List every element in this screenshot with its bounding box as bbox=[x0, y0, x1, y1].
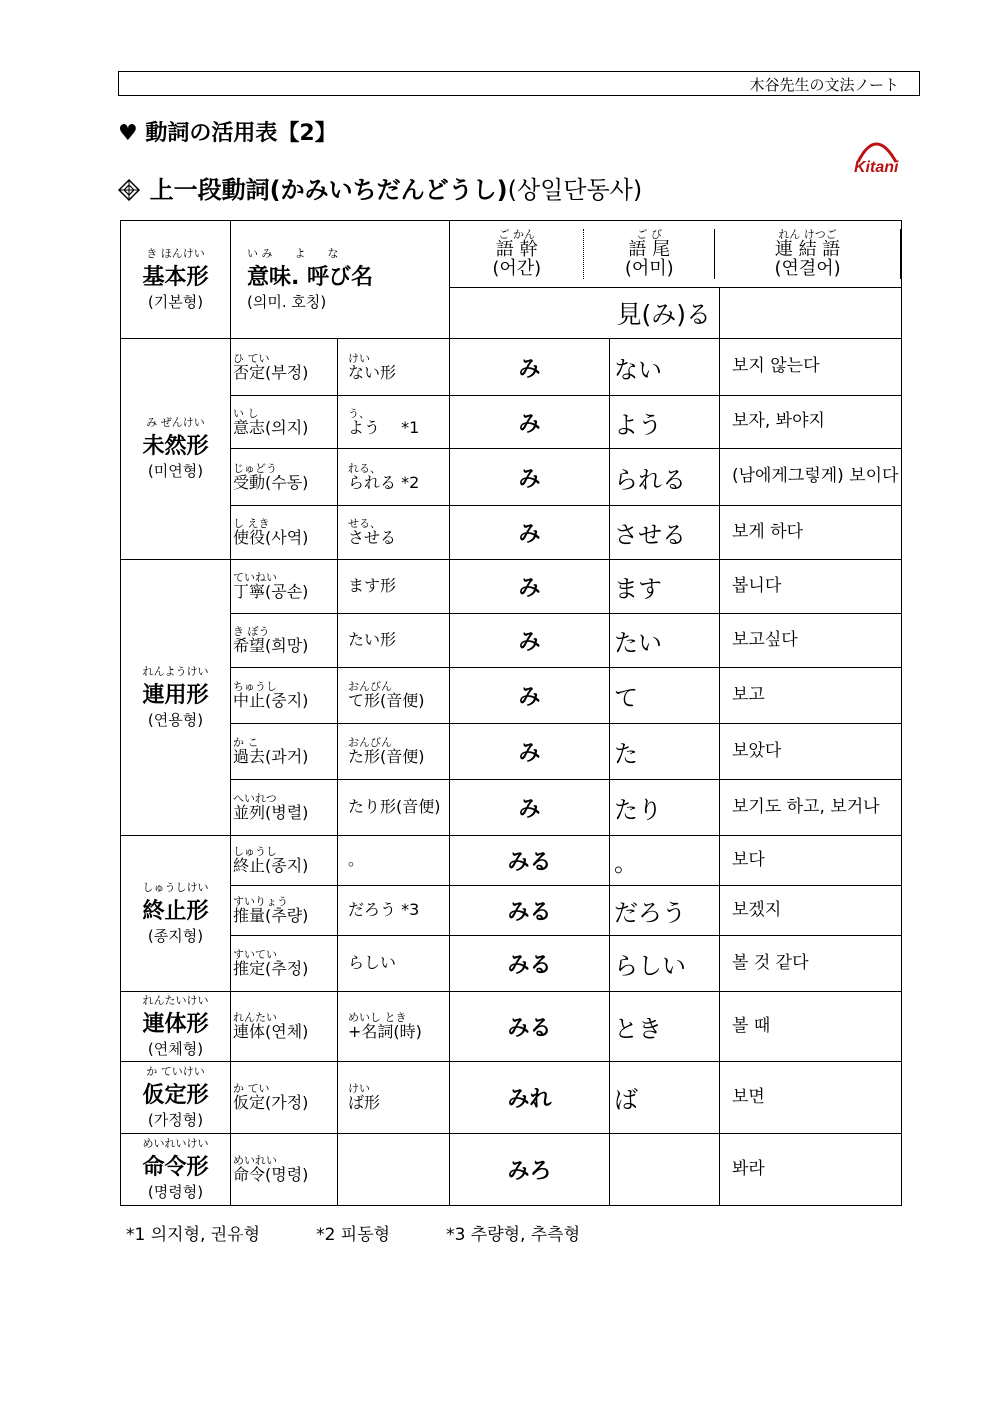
header-ending-kr: (어미) bbox=[624, 258, 674, 279]
header-stem bbox=[450, 229, 584, 279]
korean-meaning-cell: 보다 bbox=[720, 836, 902, 886]
form-name: 仮定形 bbox=[142, 1082, 209, 1108]
korean-meaning-cell: 보자, 봐야지 bbox=[720, 396, 902, 449]
usage-label: 推定(추정) bbox=[233, 959, 309, 979]
table-row bbox=[121, 449, 902, 506]
suffix-cell bbox=[338, 724, 450, 780]
form-name-cell bbox=[121, 560, 231, 836]
form-name-cell bbox=[121, 1062, 231, 1134]
korean-meaning-cell: 보지 않는다 bbox=[720, 339, 902, 396]
suffix-cell bbox=[338, 886, 450, 936]
korean-meaning-cell: 보고 bbox=[720, 668, 902, 724]
footnote-2: *2 피동형 bbox=[316, 1225, 391, 1245]
korean-meaning-cell: 보기도 하고, 보거나 bbox=[720, 780, 902, 836]
ending-cell: らしい bbox=[610, 936, 720, 992]
form-furigana: み ぜんけい bbox=[146, 416, 205, 429]
usage-label: 命令(명령) bbox=[233, 1165, 309, 1185]
ending-cell: たい bbox=[610, 614, 720, 668]
header-ending bbox=[584, 229, 715, 279]
table-row bbox=[121, 724, 902, 780]
korean-meaning-cell: 보겠지 bbox=[720, 886, 902, 936]
suffix-furigana: おんびん bbox=[348, 680, 392, 694]
usage-furigana: めいれい bbox=[233, 1154, 277, 1168]
form-name: 未然形 bbox=[142, 434, 209, 459]
header-meaning-kr: (의미. 호칭) bbox=[247, 292, 327, 311]
header-blank bbox=[720, 288, 902, 339]
form-name: 連体形 bbox=[142, 1011, 209, 1037]
header-box bbox=[118, 71, 920, 96]
usage-cell bbox=[231, 339, 338, 396]
ending-cell: られる bbox=[610, 449, 720, 506]
suffix-furigana: けい bbox=[348, 351, 370, 365]
usage-cell bbox=[231, 614, 338, 668]
usage-cell bbox=[231, 992, 338, 1062]
table-row bbox=[121, 560, 902, 614]
stem-cell: み bbox=[450, 560, 610, 614]
korean-meaning-cell: 보았다 bbox=[720, 724, 902, 780]
header-connective-furigana: れん けつご bbox=[778, 229, 837, 242]
suffix-label: ない形 bbox=[348, 362, 397, 382]
korean-meaning-cell: 보게 하다 bbox=[720, 506, 902, 560]
stem-cell: みる bbox=[450, 886, 610, 936]
stem-cell: み bbox=[450, 396, 610, 449]
table-row bbox=[121, 1062, 902, 1134]
conjugation-table bbox=[120, 220, 902, 1206]
header-connective-label: 連 結 語 bbox=[774, 239, 841, 261]
header-meaning-furigana: い み よ な bbox=[247, 246, 339, 260]
suffix-furigana: う、 bbox=[348, 406, 370, 420]
ending-cell: て bbox=[610, 668, 720, 724]
suffix-cell bbox=[338, 1062, 450, 1134]
usage-furigana: じゅどう bbox=[233, 461, 277, 475]
form-furigana: しゅうしけい bbox=[142, 880, 209, 894]
suffix-furigana: けい bbox=[348, 1082, 370, 1096]
ending-cell: だろう bbox=[610, 886, 720, 936]
form-name-cell bbox=[121, 339, 231, 560]
suffix-furigana: せる、 bbox=[348, 517, 381, 531]
suffix-furigana: めいし とき bbox=[348, 1011, 407, 1025]
ending-cell: よう bbox=[610, 396, 720, 449]
usage-furigana: へいれつ bbox=[233, 792, 277, 806]
header-basic bbox=[121, 221, 231, 339]
usage-cell bbox=[231, 936, 338, 992]
suffix-cell bbox=[338, 506, 450, 560]
usage-furigana: ていねい bbox=[233, 571, 277, 585]
usage-furigana: き ぼう bbox=[233, 625, 270, 639]
header-connective bbox=[715, 229, 901, 279]
table-row bbox=[121, 992, 902, 1062]
usage-cell bbox=[231, 668, 338, 724]
header-connective-kr: (연결어) bbox=[774, 258, 841, 279]
usage-furigana: ひ てい bbox=[233, 351, 270, 365]
usage-label: 過去(과거) bbox=[233, 747, 309, 767]
suffix-label: させる bbox=[348, 528, 397, 548]
form-furigana: か ていけい bbox=[146, 1064, 205, 1078]
form-korean: (가정형) bbox=[147, 1110, 204, 1129]
usage-furigana: すいてい bbox=[233, 948, 277, 962]
usage-cell bbox=[231, 780, 338, 836]
ending-cell: させる bbox=[610, 506, 720, 560]
section-title-jp: 上一段動詞(かみいちだんどうし) bbox=[149, 176, 508, 204]
stem-cell: みる bbox=[450, 992, 610, 1062]
header-basic-furigana: き ほんけい bbox=[146, 246, 205, 260]
form-furigana: れんようけい bbox=[142, 664, 209, 678]
usage-cell bbox=[231, 1062, 338, 1134]
usage-label: 仮定(가정) bbox=[233, 1093, 309, 1113]
usage-label: 否定(부정) bbox=[233, 362, 309, 382]
header-basic-label: 基本形 bbox=[142, 264, 209, 290]
usage-furigana: ちゅうし bbox=[233, 680, 277, 694]
ending-cell: とき bbox=[610, 992, 720, 1062]
usage-label: 連体(연체) bbox=[233, 1022, 309, 1042]
suffix-cell bbox=[338, 668, 450, 724]
table-row bbox=[121, 936, 902, 992]
table-row bbox=[121, 836, 902, 886]
stem-cell: み bbox=[450, 339, 610, 396]
form-korean: (명령형) bbox=[147, 1182, 204, 1201]
form-name-cell bbox=[121, 1134, 231, 1206]
usage-label: 使役(사역) bbox=[233, 528, 309, 548]
suffix-cell bbox=[338, 560, 450, 614]
suffix-label: +名詞(時) bbox=[348, 1022, 422, 1042]
diamond-icon bbox=[118, 179, 142, 207]
form-furigana: めいれいけい bbox=[142, 1136, 209, 1150]
usage-cell bbox=[231, 560, 338, 614]
kitani-logo bbox=[848, 132, 904, 178]
suffix-cell bbox=[338, 780, 450, 836]
usage-furigana: い し bbox=[233, 406, 259, 420]
form-name-cell bbox=[121, 992, 231, 1062]
suffix-label: らしい bbox=[348, 953, 397, 973]
form-korean: (연용형) bbox=[147, 710, 204, 729]
suffix-furigana: れる、 bbox=[348, 461, 381, 475]
footnotes bbox=[126, 1220, 636, 1245]
korean-meaning-cell: 보고싶다 bbox=[720, 614, 902, 668]
table-row bbox=[121, 396, 902, 449]
usage-furigana: しゅうし bbox=[233, 845, 277, 859]
stem-cell: み bbox=[450, 449, 610, 506]
logo-arc-icon bbox=[848, 132, 904, 178]
logo-text: Kitani bbox=[854, 159, 899, 176]
usage-furigana: し えき bbox=[233, 517, 270, 531]
suffix-label: ば形 bbox=[348, 1093, 381, 1113]
form-korean: (미연형) bbox=[147, 462, 204, 480]
header-meaning bbox=[231, 221, 450, 339]
usage-label: 丁寧(공손) bbox=[233, 582, 309, 602]
form-name: 終止形 bbox=[142, 898, 209, 924]
suffix-cell bbox=[338, 992, 450, 1062]
header-stem-furigana: ご かん bbox=[498, 229, 535, 242]
suffix-cell bbox=[338, 396, 450, 449]
table-row bbox=[121, 780, 902, 836]
usage-label: 推量(추량) bbox=[233, 906, 309, 926]
header-ending-label: 語 尾 bbox=[628, 239, 671, 261]
suffix-label: た形(音便) bbox=[348, 747, 425, 767]
ending-cell: ない bbox=[610, 339, 720, 396]
usage-label: 中止(중지) bbox=[233, 691, 309, 711]
usage-cell bbox=[231, 886, 338, 936]
usage-furigana: れんたい bbox=[233, 1011, 277, 1025]
table-row bbox=[121, 1134, 902, 1206]
footnote-1: *1 의지형, 권유형 bbox=[126, 1225, 261, 1245]
suffix-label: られる *2 bbox=[348, 472, 420, 492]
suffix-label: だろう *3 bbox=[348, 900, 420, 920]
footnote-3: *3 추량형, 추측형 bbox=[446, 1225, 581, 1245]
usage-furigana: すいりょう bbox=[233, 895, 288, 909]
ending-cell: ます bbox=[610, 560, 720, 614]
form-korean: (종지형) bbox=[147, 926, 204, 945]
usage-cell bbox=[231, 1134, 338, 1206]
suffix-label: たい形 bbox=[348, 630, 397, 650]
suffix-cell bbox=[338, 449, 450, 506]
usage-furigana: か てい bbox=[233, 1082, 270, 1096]
suffix-furigana: おんびん bbox=[348, 736, 392, 750]
note-title: 木谷先生の文法ノート bbox=[749, 76, 899, 94]
stem-cell: み bbox=[450, 780, 610, 836]
ending-cell: 。 bbox=[610, 836, 720, 886]
form-name: 連用形 bbox=[142, 682, 209, 708]
header-stem-kr: (어간) bbox=[492, 258, 542, 279]
stem-cell: み bbox=[450, 614, 610, 668]
usage-label: 意志(의지) bbox=[233, 417, 309, 437]
header-parts bbox=[450, 221, 902, 288]
usage-cell bbox=[231, 724, 338, 780]
ending-cell: たり bbox=[610, 780, 720, 836]
stem-cell: みろ bbox=[450, 1134, 610, 1206]
suffix-label: て形(音便) bbox=[348, 691, 425, 711]
korean-meaning-cell: 봐라 bbox=[720, 1134, 902, 1206]
usage-label: 受動(수동) bbox=[233, 472, 309, 492]
korean-meaning-cell: 볼 것 같다 bbox=[720, 936, 902, 992]
stem-cell: みる bbox=[450, 936, 610, 992]
example-verb: 見(み)る bbox=[450, 288, 720, 339]
suffix-label: ます形 bbox=[348, 576, 397, 596]
header-basic-kr: (기본형) bbox=[147, 292, 204, 311]
section-title bbox=[118, 170, 642, 207]
korean-meaning-cell: 봅니다 bbox=[720, 560, 902, 614]
ending-cell bbox=[610, 1134, 720, 1206]
stem-cell: みれ bbox=[450, 1062, 610, 1134]
stem-cell: み bbox=[450, 506, 610, 560]
suffix-cell bbox=[338, 1134, 450, 1206]
form-furigana: れんたいけい bbox=[142, 993, 209, 1007]
header-meaning-label: 意味. 呼び名 bbox=[247, 264, 374, 290]
suffix-label: よう *1 bbox=[348, 417, 420, 437]
usage-cell bbox=[231, 396, 338, 449]
usage-label: 終止(종지) bbox=[233, 856, 309, 876]
stem-cell: みる bbox=[450, 836, 610, 886]
suffix-cell bbox=[338, 936, 450, 992]
suffix-cell bbox=[338, 339, 450, 396]
usage-label: 並列(병렬) bbox=[233, 803, 309, 823]
usage-label: 希望(희망) bbox=[233, 636, 309, 656]
ending-cell: ば bbox=[610, 1062, 720, 1134]
usage-cell bbox=[231, 449, 338, 506]
table-row bbox=[121, 668, 902, 724]
stem-cell: み bbox=[450, 668, 610, 724]
usage-furigana: か こ bbox=[233, 736, 259, 750]
form-name-cell bbox=[121, 836, 231, 992]
table-row bbox=[121, 339, 902, 396]
page-title: ♥ 動詞の活用表【2】 bbox=[118, 121, 337, 146]
usage-cell bbox=[231, 836, 338, 886]
table-row bbox=[121, 506, 902, 560]
form-name: 命令形 bbox=[142, 1154, 209, 1180]
section-title-kr: (상일단동사) bbox=[507, 176, 643, 204]
ending-cell: た bbox=[610, 724, 720, 780]
stem-cell: み bbox=[450, 724, 610, 780]
table-row bbox=[121, 886, 902, 936]
table-row bbox=[121, 614, 902, 668]
suffix-cell bbox=[338, 836, 450, 886]
korean-meaning-cell: 볼 때 bbox=[720, 992, 902, 1062]
suffix-label: たり形(音便) bbox=[348, 797, 441, 817]
korean-meaning-cell: (남에게그렇게) 보이다 bbox=[720, 449, 902, 506]
diamond-icon-svg bbox=[118, 179, 140, 201]
korean-meaning-cell: 보면 bbox=[720, 1062, 902, 1134]
form-korean: (연체형) bbox=[147, 1039, 204, 1058]
suffix-cell bbox=[338, 614, 450, 668]
usage-cell bbox=[231, 506, 338, 560]
header-ending-furigana: ご び bbox=[636, 229, 663, 242]
header-stem-label: 語 幹 bbox=[495, 239, 538, 261]
suffix-label: 。 bbox=[348, 850, 365, 870]
